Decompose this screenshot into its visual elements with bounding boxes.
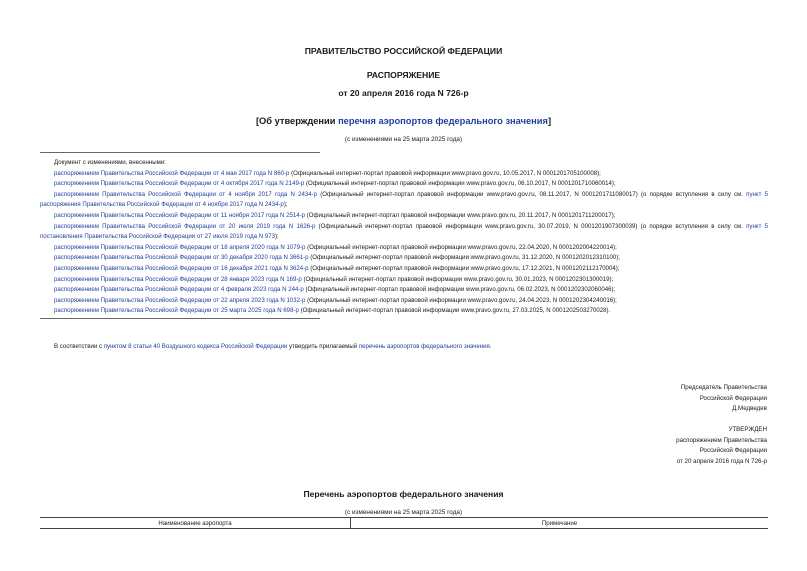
signature-name: Д.Медведев bbox=[732, 405, 767, 413]
document-subject bbox=[0, 116, 807, 126]
change-item bbox=[40, 179, 768, 190]
change-order-link[interactable]: распоряжением Правительства Российской Федерации от 20 июля 2019 года N 1626-р bbox=[54, 222, 316, 230]
change-item bbox=[40, 243, 768, 254]
change-effect-link[interactable]: пункт 5 распоряжения Правительства Российской Федерации от 4 ноября 2017 года N 2434-р bbox=[40, 190, 768, 209]
change-publication: (Официальный интернет-портал правовой информации www.pravo.gov.ru, 20.11.2017, N 0001201711200017); bbox=[305, 211, 616, 219]
change-publication: (Официальный интернет-портал правовой информации www.pravo.gov.ru, 27.03.2025, N 0001202503270028). bbox=[298, 307, 611, 315]
change-order-link[interactable]: распоряжением Правительства Российской Федерации от 16 декабря 2021 года N 3624-р bbox=[54, 264, 309, 272]
change-item bbox=[40, 275, 768, 286]
subject-link[interactable]: перечня аэропортов федерального значения bbox=[338, 116, 548, 126]
air-code-link[interactable]: пунктом 8 статьи 40 Воздушного кодекса Российской Федерации bbox=[103, 343, 288, 350]
change-order-link[interactable]: распоряжением Правительства Российской Федерации от 28 января 2023 года N 169-р bbox=[54, 275, 302, 283]
change-order-link[interactable]: распоряжением Правительства Российской Федерации от 4 ноября 2017 года N 2434-р bbox=[54, 190, 318, 198]
approval-date: от 20 апреля 2016 года N 726-р bbox=[676, 457, 767, 465]
change-item bbox=[40, 264, 768, 275]
change-order-link[interactable]: распоряжением Правительства Российской Федерации от 25 марта 2025 года N 698-р bbox=[54, 307, 299, 315]
change-item bbox=[40, 190, 768, 211]
change-publication: (Официальный интернет-портал правовой информации www.pravo.gov.ru, 06.02.2023, N 0001202302060046); bbox=[303, 286, 616, 294]
change-order-link[interactable]: распоряжением Правительства Российской Федерации от 22 апреля 2023 года N 1032-р bbox=[54, 296, 306, 304]
change-publication: (Официальный интернет-портал правовой информации www.pravo.gov.ru, 17.12.2021, N 0001202112170004); bbox=[308, 264, 620, 272]
signature-country: Российской Федерации bbox=[699, 394, 767, 402]
list-title: Перечень аэропортов федерального значения bbox=[303, 489, 504, 499]
changes-top-divider bbox=[40, 152, 320, 153]
change-publication: (Официальный интернет-портал правовой информации www.pravo.gov.ru, 30.01.2023, N 0001202301300019); bbox=[301, 275, 614, 283]
changes-intro: Документ с изменениями, внесенными: bbox=[54, 159, 166, 166]
change-rows bbox=[40, 169, 768, 317]
table-header-row bbox=[40, 518, 768, 529]
airport-list-link[interactable]: перечень аэропортов федерального значения bbox=[358, 343, 490, 350]
approval-by: распоряжением Правительства bbox=[676, 436, 767, 444]
approval-country: Российской Федерации bbox=[699, 447, 767, 455]
change-effect-close: ); bbox=[283, 201, 288, 209]
column-header-note: Примечание bbox=[351, 518, 769, 529]
approval-heading: УТВЕРЖДЕН bbox=[728, 426, 767, 433]
change-item bbox=[40, 296, 768, 307]
change-item bbox=[40, 306, 768, 317]
subject-bracket-open: [Об утверждении bbox=[255, 116, 339, 126]
approval-block bbox=[676, 425, 767, 467]
change-publication: (Официальный интернет-портал правовой информации www.pravo.gov.ru, 22.04.2020, N 0001202004220014); bbox=[305, 243, 617, 251]
changes-date-note: (с изменениями на 25 марта 2025 года) bbox=[344, 136, 463, 143]
document-type-heading: РАСПОРЯЖЕНИЕ bbox=[366, 70, 441, 80]
change-item bbox=[40, 253, 768, 264]
body-text-3: . bbox=[489, 343, 492, 350]
airport-table bbox=[40, 517, 768, 529]
change-publication: (Официальный интернет-портал правовой информации www.pravo.gov.ru, 24.04.2023, N 0001202304240016); bbox=[305, 296, 617, 304]
change-effect-close: ); bbox=[274, 233, 279, 241]
change-order-link[interactable]: распоряжением Правительства Российской Федерации от 11 ноября 2017 года N 2514-р bbox=[54, 211, 306, 219]
change-item bbox=[40, 285, 768, 296]
change-item bbox=[40, 222, 768, 243]
change-publication: (Официальный интернет-портал правовой информации www.pravo.gov.ru, 30.07.2019, N 0001201907300039) (о порядке вступления в силу см. bbox=[315, 222, 747, 230]
signature-block bbox=[681, 383, 767, 415]
change-item bbox=[40, 211, 768, 222]
government-heading: ПРАВИТЕЛЬСТВО РОССИЙСКОЙ ФЕДЕРАЦИИ bbox=[304, 46, 503, 56]
list-changes-note: (с изменениями на 25 марта 2025 года) bbox=[344, 509, 463, 516]
change-order-link[interactable]: распоряжением Правительства Российской Федерации от 18 апреля 2020 года N 1079-р bbox=[54, 243, 306, 251]
change-item bbox=[40, 169, 768, 180]
change-publication: (Официальный интернет-портал правовой информации www.pravo.gov.ru, 10.05.2017, N 0001201705100008); bbox=[289, 169, 601, 177]
change-effect-link[interactable]: пункт 5 постановления Правительства Российской Федерации от 27 июля 2019 года N 973 bbox=[40, 222, 768, 241]
change-publication: (Официальный интернет-портал правовой информации www.pravo.gov.ru, 06.10.2017, N 0001201710060014); bbox=[304, 180, 616, 188]
change-publication: (Официальный интернет-портал правовой информации www.pravo.gov.ru, 08.11.2017, N 0001201711080017) (о порядке вступления в силу см. bbox=[317, 190, 747, 198]
document-date-number: от 20 апреля 2016 года N 726-р bbox=[338, 88, 469, 98]
change-order-link[interactable]: распоряжением Правительства Российской Федерации от 30 декабря 2020 года N 3661-р bbox=[54, 254, 309, 262]
changes-bottom-divider bbox=[40, 318, 320, 319]
subject-bracket-close: ] bbox=[547, 116, 552, 126]
main-paragraph bbox=[54, 343, 768, 350]
body-text-1: В соответствии с bbox=[54, 343, 104, 350]
signature-title: Председатель Правительства bbox=[680, 384, 767, 391]
body-text-2: утвердить прилагаемый bbox=[287, 343, 359, 350]
change-order-link[interactable]: распоряжением Правительства Российской Федерации от 4 октября 2017 года N 2149-р bbox=[54, 180, 305, 188]
change-order-link[interactable]: распоряжением Правительства Российской Федерации от 4 февраля 2023 года N 244-р bbox=[54, 286, 304, 294]
change-order-link[interactable]: распоряжением Правительства Российской Федерации от 4 мая 2017 года N 860-р bbox=[54, 169, 290, 177]
column-header-airport-name: Наименование аэропорта bbox=[40, 518, 351, 529]
change-publication: (Официальный интернет-портал правовой информации www.pravo.gov.ru, 31.12.2020, N 0001202012310100); bbox=[308, 254, 620, 262]
changes-list bbox=[40, 158, 768, 317]
